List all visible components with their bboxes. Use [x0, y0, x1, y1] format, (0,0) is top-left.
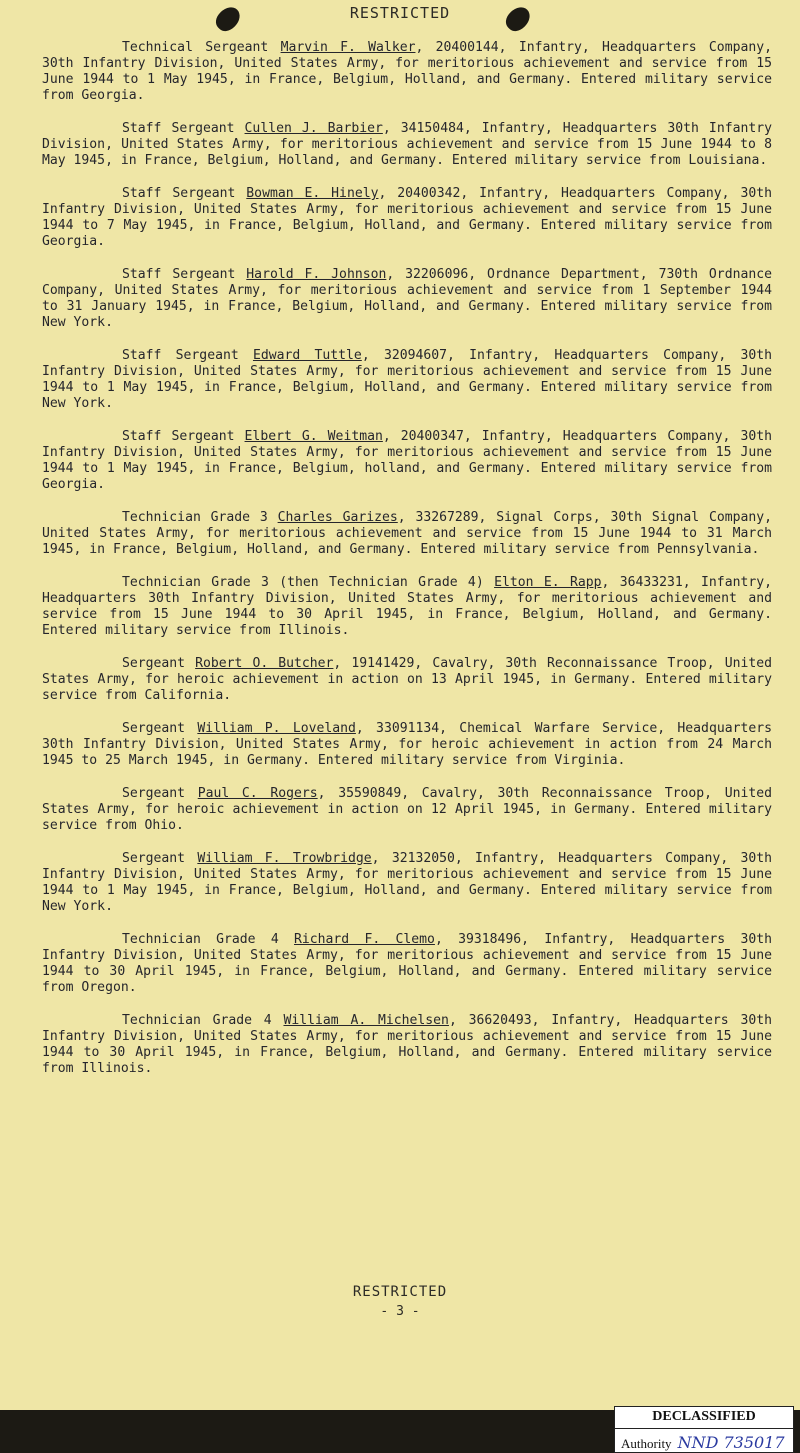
citation-text: , 20400144, Infantry, Headquarters Company, 30th Infantry Division, United States Army, for meritorious achievement and service from 15 June 1944 to 1 May 1945, in France, Belgium, Holland, and Germany. Entered military service from Georgia.: [42, 40, 772, 103]
citation-rank: Staff Sergeant: [122, 121, 245, 136]
citation-text: , 39318496, Infantry, Headquarters 30th Infantry Division, United States Army, for meritorious achievement and service from 15 June 1944 to 30 April 1945, in France, Belgium, Holland, and Germany. Entered military service from Oregon.: [42, 932, 772, 995]
citation-entry: [42, 267, 772, 331]
citation-entry: [42, 851, 772, 915]
page-number: - 3 -: [380, 1304, 420, 1319]
citation-entry: [42, 186, 772, 250]
stamp-title: DECLASSIFIED: [615, 1407, 793, 1429]
citation-name: Charles Garizes: [277, 510, 398, 525]
citation-rank: Staff Sergeant: [122, 267, 247, 282]
citation-name: Marvin F. Walker: [280, 40, 416, 55]
citation-name: Edward Tuttle: [252, 348, 362, 363]
citation-text: , 32094607, Infantry, Headquarters Company, 30th Infantry Division, United States Army, for meritorious achievement and service from 15 June 1944 to 1 May 1945, in France, Belgium, Holland, and Germany. Entered military service from New York.: [42, 348, 772, 411]
citation-text: , 34150484, Infantry, Headquarters 30th Infantry Division, United States Army, for meritorious achievement and service from 15 June 1944 to 8 May 1945, in France, Belgium, Holland, and Germany. Entered military service from Louisiana.: [42, 121, 772, 168]
citation-entry: [42, 656, 772, 704]
citation-entry: [42, 348, 772, 412]
citation-text: , 36433231, Infantry, Headquarters 30th Infantry Division, United States Army, for meritorious achievement and service from 15 June 1944 to 30 April 1945, in France, Belgium, Holland, and Germany. Entered military service from Illinois.: [42, 575, 772, 638]
citation-rank: Technician Grade 4: [122, 932, 294, 947]
citation-rank: Sergeant: [122, 656, 196, 671]
citation-text: , 32132050, Infantry, Headquarters Company, 30th Infantry Division, United States Army, for meritorious achievement and service from 15 June 1944 to 1 May 1945, in France, Belgium, Holland, and Germany. Entered military service from New York.: [42, 851, 773, 914]
citation-name: Richard F. Clemo: [294, 932, 435, 947]
citation-rank: Staff Sergeant: [122, 186, 247, 201]
citation-rank: Technical Sergeant: [122, 40, 281, 55]
citation-list: [42, 40, 772, 1094]
citation-name: Bowman E. Hinely: [246, 186, 379, 201]
citation-entry: [42, 721, 772, 769]
citation-entry: [42, 429, 772, 493]
citation-rank: Staff Sergeant: [122, 429, 245, 444]
citation-text: , 35590849, Cavalry, 30th Reconnaissance Troop, United States Army, for heroic achievement in action on 12 April 1945, in Germany. Entered military service from Ohio.: [42, 786, 772, 833]
citation-rank: Sergeant: [122, 851, 198, 866]
citation-entry: [42, 932, 772, 996]
citation-rank: Sergeant: [122, 721, 198, 736]
citation-name: William A. Michelsen: [283, 1013, 449, 1028]
citation-name: Cullen J. Barbier: [244, 121, 383, 136]
citation-text: , 19141429, Cavalry, 30th Reconnaissance Troop, United States Army, for heroic achievement in action on 13 April 1945, in Germany. Entered military service from California.: [42, 656, 772, 703]
citation-rank: Technician Grade 3 (then Technician Grade 4): [122, 575, 495, 590]
citation-name: Robert O. Butcher: [195, 656, 334, 671]
citation-name: Paul C. Rogers: [197, 786, 318, 801]
citation-rank: Technician Grade 3: [122, 510, 278, 525]
stamp-authority-value: NND 735017: [677, 1433, 785, 1452]
citation-name: William P. Loveland: [197, 721, 356, 736]
citation-rank: Sergeant: [122, 786, 198, 801]
citation-entry: [42, 510, 772, 558]
citation-text: , 32206096, Ordnance Department, 730th Ordnance Company, United States Army, for meritorious achievement and service from 1 September 1944 to 31 January 1945, in France, Belgium, Holland, and Germany. Entered military service from New York.: [42, 267, 772, 330]
citation-name: Elbert G. Weitman: [244, 429, 383, 444]
citation-entry: [42, 121, 772, 169]
citation-rank: Technician Grade 4: [122, 1013, 284, 1028]
stamp-authority-row: [615, 1429, 793, 1452]
classification-header: RESTRICTED: [349, 4, 451, 22]
citation-text: , 20400342, Infantry, Headquarters Company, 30th Infantry Division, United States Army, for meritorious achievement and service from 15 June 1944 to 7 May 1945, in France, Belgium, Holland, and Germany. Entered military service from Georgia.: [42, 186, 772, 249]
citation-entry: [42, 1013, 772, 1077]
citation-entry: [42, 786, 772, 834]
citation-entry: [42, 575, 772, 639]
stamp-authority-label: Authority: [621, 1436, 672, 1451]
citation-rank: Staff Sergeant: [122, 348, 253, 363]
citation-name: Elton E. Rapp: [494, 575, 602, 590]
citation-text: , 33267289, Signal Corps, 30th Signal Company, United States Army, for meritorious achievement and service from 15 June 1944 to 31 March 1945, in France, Belgium, Holland, and Germany. Entered military service from Pennsylvania.: [42, 510, 773, 557]
citation-text: , 36620493, Infantry, Headquarters 30th Infantry Division, United States Army, for meritorious achievement and service from 15 June 1944 to 30 April 1945, in France, Belgium, Holland, and Germany. Entered military service from Illinois.: [42, 1013, 772, 1076]
declassified-stamp: [614, 1406, 794, 1453]
citation-text: , 33091134, Chemical Warfare Service, Headquarters 30th Infantry Division, United States Army, for heroic achievement in action from 24 March 1945 to 25 March 1945, in Germany. Entered military service from Virginia.: [42, 721, 773, 768]
classification-footer: RESTRICTED: [352, 1284, 448, 1300]
citation-text: , 20400347, Infantry, Headquarters Company, 30th Infantry Division, United States Army, for meritorious achievement and service from 15 June 1944 to 1 May 1945, in France, Belgium, holland, and Germany. Entered military service from Georgia.: [42, 429, 772, 492]
citation-name: William F. Trowbridge: [197, 851, 372, 866]
citation-name: Harold F. Johnson: [246, 267, 387, 282]
citation-entry: [42, 40, 772, 104]
